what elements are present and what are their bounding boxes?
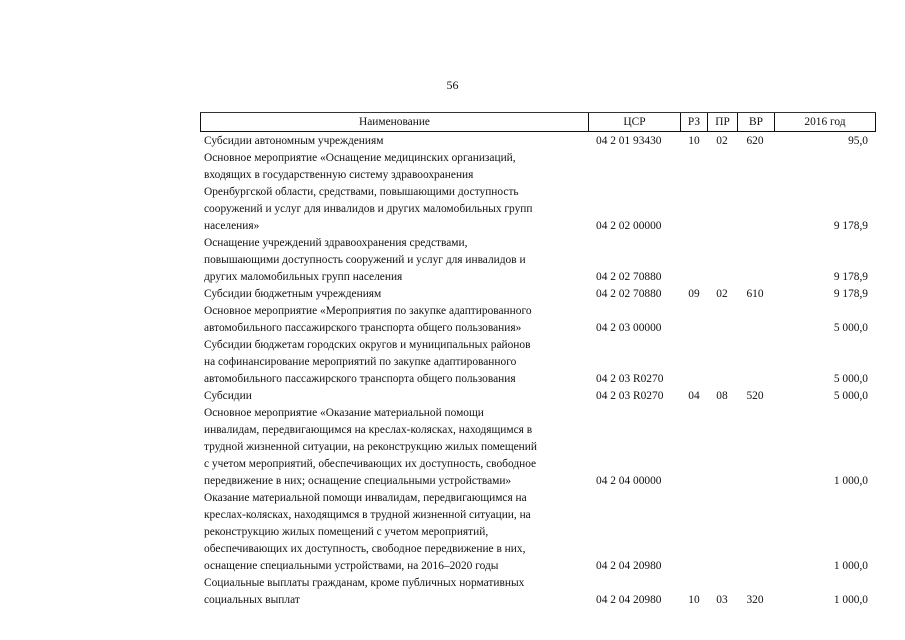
row-name-line: Субсидии bbox=[204, 390, 252, 402]
header-year: 2016 год bbox=[774, 113, 876, 131]
row-rz: 10 bbox=[688, 594, 700, 606]
row-csr: 04 2 02 70880 bbox=[596, 271, 662, 283]
row-amount: 5 000,0 bbox=[833, 322, 868, 334]
table-row bbox=[200, 133, 876, 150]
row-csr: 04 2 04 00000 bbox=[596, 475, 662, 487]
table-row bbox=[200, 575, 876, 609]
table-row bbox=[200, 490, 876, 575]
row-name-line: креслах-колясках, находящимся в трудной жизненной ситуации, на bbox=[204, 509, 531, 521]
row-amount: 95,0 bbox=[848, 135, 868, 147]
table-row bbox=[200, 235, 876, 286]
row-vr: 520 bbox=[746, 390, 764, 402]
row-name-line: Основное мероприятие «Оказание материальной помощи bbox=[204, 407, 484, 419]
row-pr: 08 bbox=[716, 390, 728, 402]
row-name-line: социальных выплат bbox=[204, 594, 300, 606]
row-name-line: автомобильного пассажирского транспорта общего пользования bbox=[204, 373, 516, 385]
row-amount: 9 178,9 bbox=[833, 288, 868, 300]
row-csr: 04 2 04 20980 bbox=[596, 560, 662, 572]
row-name-line: обеспечивающих их доступность, свободное передвижение в них, bbox=[204, 543, 526, 555]
row-name-line: инвалидам, передвигающимся на креслах-колясках, находящимся в bbox=[204, 424, 533, 436]
table-body bbox=[200, 133, 876, 609]
row-amount: 5 000,0 bbox=[833, 373, 868, 385]
row-name-line: Основное мероприятие «Оснащение медицинских организаций, bbox=[204, 152, 516, 164]
header-rz: РЗ bbox=[680, 113, 707, 131]
row-csr: 04 2 02 00000 bbox=[596, 220, 662, 232]
row-csr: 04 2 03 00000 bbox=[596, 322, 662, 334]
row-pr: 03 bbox=[716, 594, 728, 606]
row-csr: 04 2 01 93430 bbox=[596, 135, 662, 147]
row-name-line: Оснащение учреждений здравоохранения средствами, bbox=[204, 237, 468, 249]
row-name-line: на софинансирование мероприятий по закупке адаптированного bbox=[204, 356, 517, 368]
row-name-line: с учетом мероприятий, обеспечивающих их доступность, свободное bbox=[204, 458, 537, 470]
row-amount: 9 178,9 bbox=[833, 271, 868, 283]
row-name bbox=[200, 133, 588, 150]
row-name bbox=[200, 286, 588, 303]
header-vr: ВР bbox=[737, 113, 774, 131]
row-name-line: Социальные выплаты гражданам, кроме публичных нормативных bbox=[204, 577, 525, 589]
table-row bbox=[200, 286, 876, 303]
row-name-line: Субсидии автономным учреждениям bbox=[204, 135, 384, 147]
row-pr: 02 bbox=[716, 288, 728, 300]
row-rz: 09 bbox=[688, 288, 700, 300]
row-name bbox=[200, 388, 588, 405]
row-name-line: трудной жизненной ситуации, на реконструкцию жилых помещений bbox=[204, 441, 537, 453]
header-csr: ЦСР bbox=[588, 113, 680, 131]
row-vr: 610 bbox=[746, 288, 764, 300]
row-name bbox=[200, 575, 588, 609]
row-csr: 04 2 03 R0270 bbox=[596, 390, 664, 402]
row-name-line: Оренбургской области, средствами, повышающими доступность bbox=[204, 186, 519, 198]
header-name: Наименование bbox=[200, 113, 588, 131]
row-name bbox=[200, 303, 588, 337]
table-row bbox=[200, 150, 876, 235]
row-name bbox=[200, 490, 588, 575]
row-name-line: повышающими доступность сооружений и услуг для инвалидов и bbox=[204, 254, 526, 266]
row-csr: 04 2 03 R0270 bbox=[596, 373, 664, 385]
row-amount: 5 000,0 bbox=[833, 390, 868, 402]
row-name-line: населения» bbox=[204, 220, 260, 232]
row-name bbox=[200, 405, 588, 490]
table-header bbox=[200, 113, 876, 132]
header-pr: ПР bbox=[707, 113, 737, 131]
row-rz: 10 bbox=[688, 135, 700, 147]
row-name-line: оснащение специальными устройствами, на 2016–2020 годы bbox=[204, 560, 499, 572]
row-vr: 320 bbox=[746, 594, 764, 606]
table-row bbox=[200, 303, 876, 337]
row-name bbox=[200, 337, 588, 388]
row-pr: 02 bbox=[716, 135, 728, 147]
row-vr: 620 bbox=[746, 135, 764, 147]
row-amount: 1 000,0 bbox=[833, 594, 868, 606]
row-name bbox=[200, 150, 588, 235]
row-amount: 1 000,0 bbox=[833, 560, 868, 572]
table-row bbox=[200, 337, 876, 388]
row-amount: 9 178,9 bbox=[833, 220, 868, 232]
row-name-line: Субсидии бюджетам городских округов и муниципальных районов bbox=[204, 339, 531, 351]
row-name-line: Оказание материальной помощи инвалидам, передвигающимся на bbox=[204, 492, 527, 504]
row-name-line: входящих в государственную систему здравоохранения bbox=[204, 169, 474, 181]
page-number: 56 bbox=[446, 78, 459, 92]
row-rz: 04 bbox=[688, 390, 700, 402]
table-row bbox=[200, 388, 876, 405]
row-name-line: сооружений и услуг для инвалидов и других маломобильных групп bbox=[204, 203, 533, 215]
row-name-line: Субсидии бюджетным учреждениям bbox=[204, 288, 382, 300]
row-name-line: передвижение в них; оснащение специальными устройствами» bbox=[204, 475, 512, 487]
row-name bbox=[200, 235, 588, 286]
row-name-line: автомобильного пассажирского транспорта общего пользования» bbox=[204, 322, 522, 334]
row-csr: 04 2 04 20980 bbox=[596, 594, 662, 606]
row-amount: 1 000,0 bbox=[833, 475, 868, 487]
table-row bbox=[200, 405, 876, 490]
row-name-line: реконструкцию жилых помещений с учетом мероприятий, bbox=[204, 526, 489, 538]
row-name-line: Основное мероприятие «Мероприятия по закупке адаптированного bbox=[204, 305, 532, 317]
row-csr: 04 2 02 70880 bbox=[596, 288, 662, 300]
row-name-line: других маломобильных групп населения bbox=[204, 271, 403, 283]
